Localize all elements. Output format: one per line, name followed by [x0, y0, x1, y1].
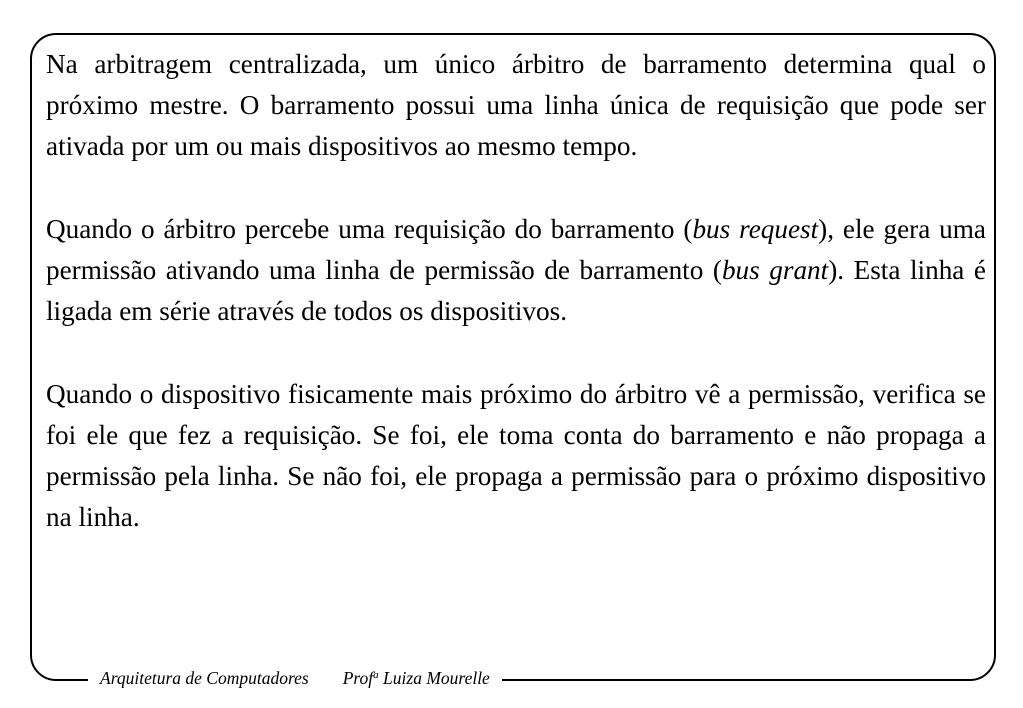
- paragraph-text-segment: ). Esta linha é ligada em série através de todos os dispositivos.: [46, 255, 986, 327]
- paragraph-bus-request-grant: [46, 209, 986, 333]
- footer-course-title: Arquitetura de Computadores: [100, 668, 309, 688]
- term-bus-request: bus request: [692, 213, 819, 244]
- paragraph-daisy-chain-propagation: Quando o dispositivo fisicamente mais próximo do árbitro vê a permissão, verifica se foi ele que fez a requisição. Se foi, ele toma conta do barramento e não propaga a permissão pela linha. Se não foi, ele propaga a permissão para o próximo dispositivo na linha.: [46, 378, 986, 533]
- footer-author-name: Luiza Mourelle: [378, 668, 490, 688]
- footer-author-prefix: Prof: [342, 668, 374, 688]
- footer-author: [343, 668, 490, 688]
- footer-author-superscript: a: [373, 669, 379, 681]
- paragraph-centralized-arbitration: Na arbitragem centralizada, um único árbitro de barramento determina qual o próximo mestre. O barramento possui uma linha única de requisição que pode ser ativada por um ou mais dispositivos ao mesmo tempo.: [46, 49, 986, 162]
- slide-body: [46, 44, 986, 580]
- paragraph-text-segment: Quando o árbitro percebe uma requisição do barramento (: [46, 213, 693, 244]
- term-bus-grant: bus grant: [721, 255, 829, 285]
- paragraph-text-segment: ), ele gera uma permissão ativando uma linha de permissão de barramento (: [46, 213, 986, 285]
- slide-footer: [88, 665, 502, 691]
